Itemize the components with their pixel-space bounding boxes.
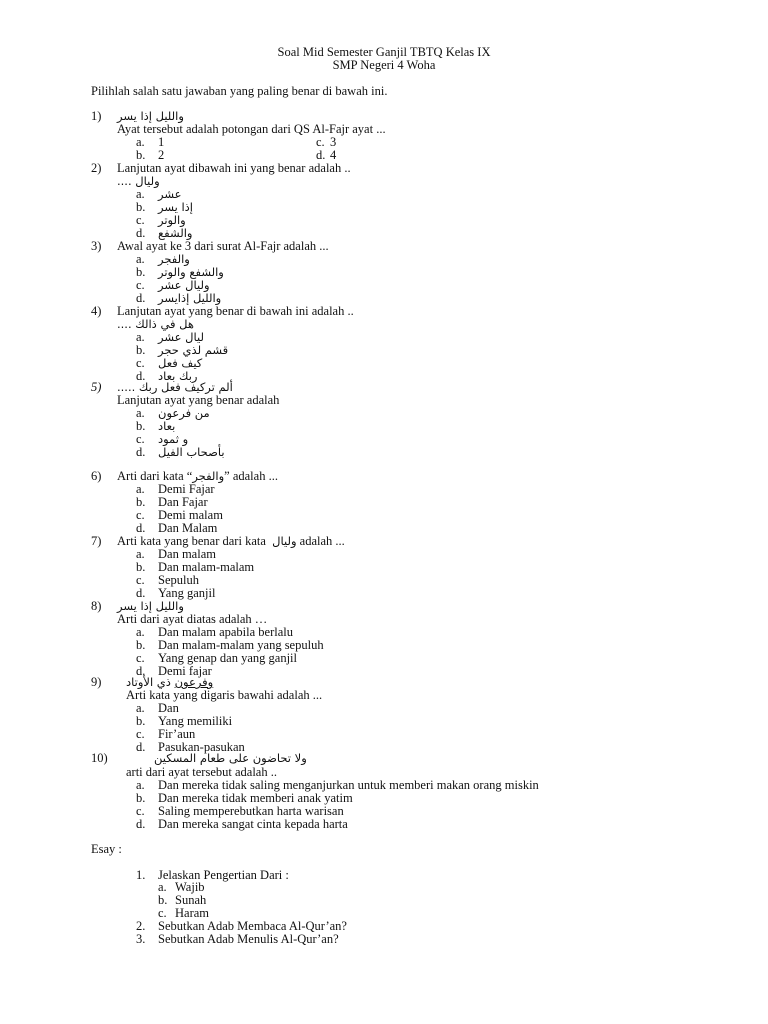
option-letter: d. <box>136 586 146 600</box>
question-number: 7) <box>91 534 102 548</box>
option-letter: c. <box>136 432 145 446</box>
question-ayat: هل في ذالك .... <box>117 317 194 331</box>
option-letter: c. <box>136 573 145 587</box>
option-text: قشم لذي حجر <box>158 343 229 357</box>
option-text: بأصحاب الفيل <box>158 445 225 459</box>
option-letter: a. <box>136 330 145 344</box>
option-letter: b. <box>136 638 146 652</box>
option-text: عشر <box>158 187 182 201</box>
essay-question: Jelaskan Pengertian Dari : <box>158 868 289 882</box>
question-ayat: وليال .... <box>117 174 160 188</box>
option-letter: b. <box>136 419 146 433</box>
option-letter: d. <box>136 740 146 754</box>
option-letter: b. <box>136 495 146 509</box>
option-text: Dan mereka tidak saling menganjurkan untuk memberi makan orang miskin <box>158 778 539 792</box>
option-letter: b. <box>136 148 146 162</box>
option-letter: d. <box>136 291 146 305</box>
option-letter: b. <box>136 265 146 279</box>
question-number: 8) <box>91 599 102 613</box>
question-prompt: Lanjutan ayat yang benar adalah <box>117 393 280 407</box>
essay-sub-letter: c. <box>158 906 167 920</box>
option-letter: b. <box>136 791 146 805</box>
essay-heading: Esay : <box>91 842 122 856</box>
option-letter: d. <box>136 521 146 535</box>
option-letter: c. <box>136 727 145 741</box>
prompt-text: adalah ... <box>299 534 345 548</box>
option-text: Saling memperebutkan harta warisan <box>158 804 344 818</box>
option-letter: d. <box>136 664 146 678</box>
exam-title: Soal Mid Semester Ganjil TBTQ Kelas IX <box>277 45 491 59</box>
question-prompt: Arti kata yang digaris bawahi adalah ... <box>126 688 323 702</box>
option-letter: d. <box>316 148 326 162</box>
option-letter: a. <box>136 252 145 266</box>
question-prompt: Ayat tersebut adalah potongan dari QS Al-Fajr ayat ... <box>117 122 386 136</box>
option-text: Dan <box>158 701 179 715</box>
option-text: بعاد <box>158 419 176 433</box>
option-text: والفجر <box>158 252 190 266</box>
option-letter: b. <box>136 560 146 574</box>
option-text: 4 <box>330 148 337 162</box>
option-text: Dan malam-malam yang sepuluh <box>158 638 324 652</box>
option-letter: a. <box>136 482 145 496</box>
option-letter: c. <box>136 213 145 227</box>
prompt-arabic-word: والفجر <box>192 469 225 483</box>
option-text: و ثمود <box>158 432 189 446</box>
option-text: Dan malam-malam <box>158 560 255 574</box>
question-ayat: والليل إذا يسر <box>117 109 184 123</box>
option-text: والشفع والوتر <box>158 265 224 279</box>
option-text: Demi malam <box>158 508 223 522</box>
option-text: ربك بعاد <box>158 369 198 383</box>
question-prompt: arti dari ayat tersebut adalah .. <box>126 765 277 779</box>
prompt-arabic-word: وليال <box>272 534 297 548</box>
essay-sub-text: Sunah <box>175 893 207 907</box>
option-text: Dan Malam <box>158 521 218 535</box>
instruction: Pilihlah salah satu jawaban yang paling benar di bawah ini. <box>91 84 388 98</box>
question-prompt: Arti dari ayat diatas adalah … <box>117 612 268 626</box>
option-text: Dan Fajar <box>158 495 208 509</box>
essay-sub-letter: b. <box>158 893 168 907</box>
option-text: Dan malam <box>158 547 216 561</box>
question-number: 1) <box>91 109 102 123</box>
option-letter: c. <box>136 356 145 370</box>
underlined-word: وفرعون <box>174 675 214 689</box>
option-letter: a. <box>136 406 145 420</box>
option-letter: b. <box>136 200 146 214</box>
option-text: Dan mereka tidak memberi anak yatim <box>158 791 353 805</box>
option-text: إذا يسر <box>158 200 193 214</box>
essay-sub-text: Wajib <box>175 880 205 894</box>
question-number: 10) <box>91 751 108 765</box>
option-text: Pasukan-pasukan <box>158 740 245 754</box>
option-text: كيف فعل <box>158 356 203 370</box>
question-number: 5) <box>91 380 102 394</box>
option-text: Dan mereka sangat cinta kepada harta <box>158 817 348 831</box>
option-letter: c. <box>136 508 145 522</box>
question-ayat: والليل إذا يسر <box>117 599 184 613</box>
option-text: 2 <box>158 148 165 162</box>
option-letter: a. <box>136 135 145 149</box>
essay-question: Sebutkan Adab Menulis Al-Qur’an? <box>158 932 339 946</box>
question-prompt: Awal ayat ke 3 dari surat Al-Fajr adalah ... <box>117 239 329 253</box>
question-number: 6) <box>91 469 102 483</box>
question-number: 2) <box>91 161 102 175</box>
option-letter: d. <box>136 369 146 383</box>
option-letter: a. <box>136 778 145 792</box>
option-letter: a. <box>136 547 145 561</box>
option-letter: d. <box>136 445 146 459</box>
essay-number: 2. <box>136 919 146 933</box>
question-prompt: Lanjutan ayat yang benar di bawah ini adalah .. <box>117 304 354 318</box>
option-text: ليال عشر <box>158 330 204 344</box>
ayat-rest: ذي الأوتاد <box>126 675 171 689</box>
option-text: Dan malam apabila berlalu <box>158 625 294 639</box>
option-text: من فرعون <box>158 406 210 420</box>
question-prompt: Lanjutan ayat dibawah ini yang benar adalah .. <box>117 161 351 175</box>
option-text: Demi Fajar <box>158 482 215 496</box>
option-text: 1 <box>158 135 165 149</box>
question-ayat: ولا تحاضون على طعام المسكين <box>154 751 307 765</box>
option-text: Demi fajar <box>158 664 212 678</box>
option-letter: a. <box>136 701 145 715</box>
option-text: والليل إذايسر <box>158 291 222 305</box>
option-text: 3 <box>330 135 337 149</box>
option-text: والشفع <box>158 226 193 240</box>
option-letter: d. <box>136 817 146 831</box>
school-name: SMP Negeri 4 Woha <box>332 58 436 72</box>
essay-number: 3. <box>136 932 146 946</box>
option-letter: c. <box>136 278 145 292</box>
prompt-text: ” adalah ... <box>224 469 278 483</box>
option-letter: c. <box>136 804 145 818</box>
option-text: والوتر <box>158 213 186 227</box>
essay-sub-letter: a. <box>158 880 167 894</box>
prompt-text: Arti dari kata “ <box>117 469 193 483</box>
question-ayat: ألم تركيف فعل ربك ..... <box>117 380 233 394</box>
question-number: 9) <box>91 675 102 689</box>
question-number: 4) <box>91 304 102 318</box>
essay-number: 1. <box>136 868 146 882</box>
option-text: وليال عشر <box>158 278 210 292</box>
question-prompt <box>117 535 345 548</box>
prompt-text: Arti kata yang benar dari kata <box>117 534 266 548</box>
option-text: Yang memiliki <box>158 714 233 728</box>
question-number: 3) <box>91 239 102 253</box>
option-text: Sepuluh <box>158 573 199 587</box>
option-letter: b. <box>136 343 146 357</box>
essay-question: Sebutkan Adab Membaca Al-Qur’an? <box>158 919 347 933</box>
essay-sub-text: Haram <box>175 906 210 920</box>
option-letter: c. <box>136 651 145 665</box>
option-text: Yang genap dan yang ganjil <box>158 651 297 665</box>
option-letter: c. <box>316 135 325 149</box>
option-text: Yang ganjil <box>158 586 216 600</box>
option-letter: a. <box>136 187 145 201</box>
option-letter: b. <box>136 714 146 728</box>
option-letter: d. <box>136 226 146 240</box>
option-letter: a. <box>136 625 145 639</box>
option-text: Fir’aun <box>158 727 196 741</box>
